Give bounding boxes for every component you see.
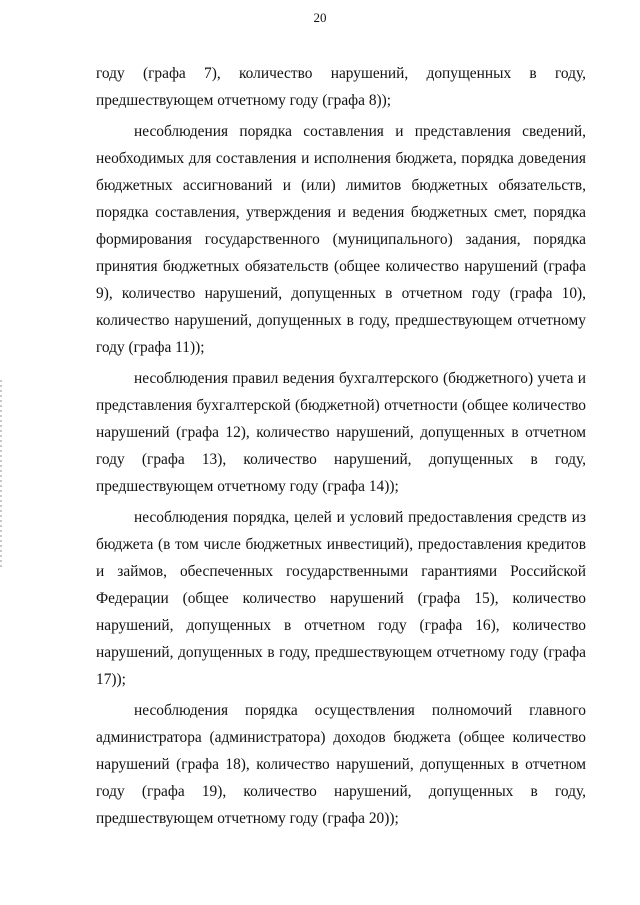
page-number: 20 xyxy=(313,10,327,25)
body-text xyxy=(96,60,586,832)
paragraph-1: году (графа 7), количество нарушений, допущенных в году, предшествующем отчетному году (графа 8)); xyxy=(96,65,586,109)
paragraph-4: несоблюдения порядка, целей и условий предоставления средств из бюджета (в том числе бюджетных инвестиций), предоставления кредитов и займов, обеспеченных государственными гарантиями Российской Федерации (общее количество нарушений (графа 15), количество нарушений, допущенных в отчетном году (графа 16), количество нарушений, допущенных в году, предшествующем отчетному году (графа 17)); xyxy=(96,509,586,688)
paragraph-3: несоблюдения правил ведения бухгалтерского (бюджетного) учета и представления бухгалтерской (бюджетной) отчетности (общее количество нарушений (графа 12), количество нарушений, допущенных в отчетном году (графа 13), количество нарушений, допущенных в году, предшествующем отчетному году (графа 14)); xyxy=(96,370,586,495)
paragraph-2: несоблюдения порядка составления и представления сведений, необходимых для составления и исполнения бюджета, порядка доведения бюджетных ассигнований и (или) лимитов бюджетных обязательств, порядка составления, утверждения и ведения бюджетных смет, порядка формирования государственного (муниципального) задания, порядка принятия бюджетных обязательств (общее количество нарушений (графа 9), количество нарушений, допущенных в отчетном году (графа 10), количество нарушений, допущенных в году, предшествующем отчетному году (графа 11)); xyxy=(96,123,586,356)
scan-edge-mark xyxy=(0,380,2,570)
paragraph-5: несоблюдения порядка осуществления полномочий главного администратора (администратора) доходов бюджета (общее количество нарушений (графа 18), количество нарушений, допущенных в отчетном году (графа 19), количество нарушений, допущенных в году, предшествующем отчетному году (графа 20)); xyxy=(96,702,586,827)
